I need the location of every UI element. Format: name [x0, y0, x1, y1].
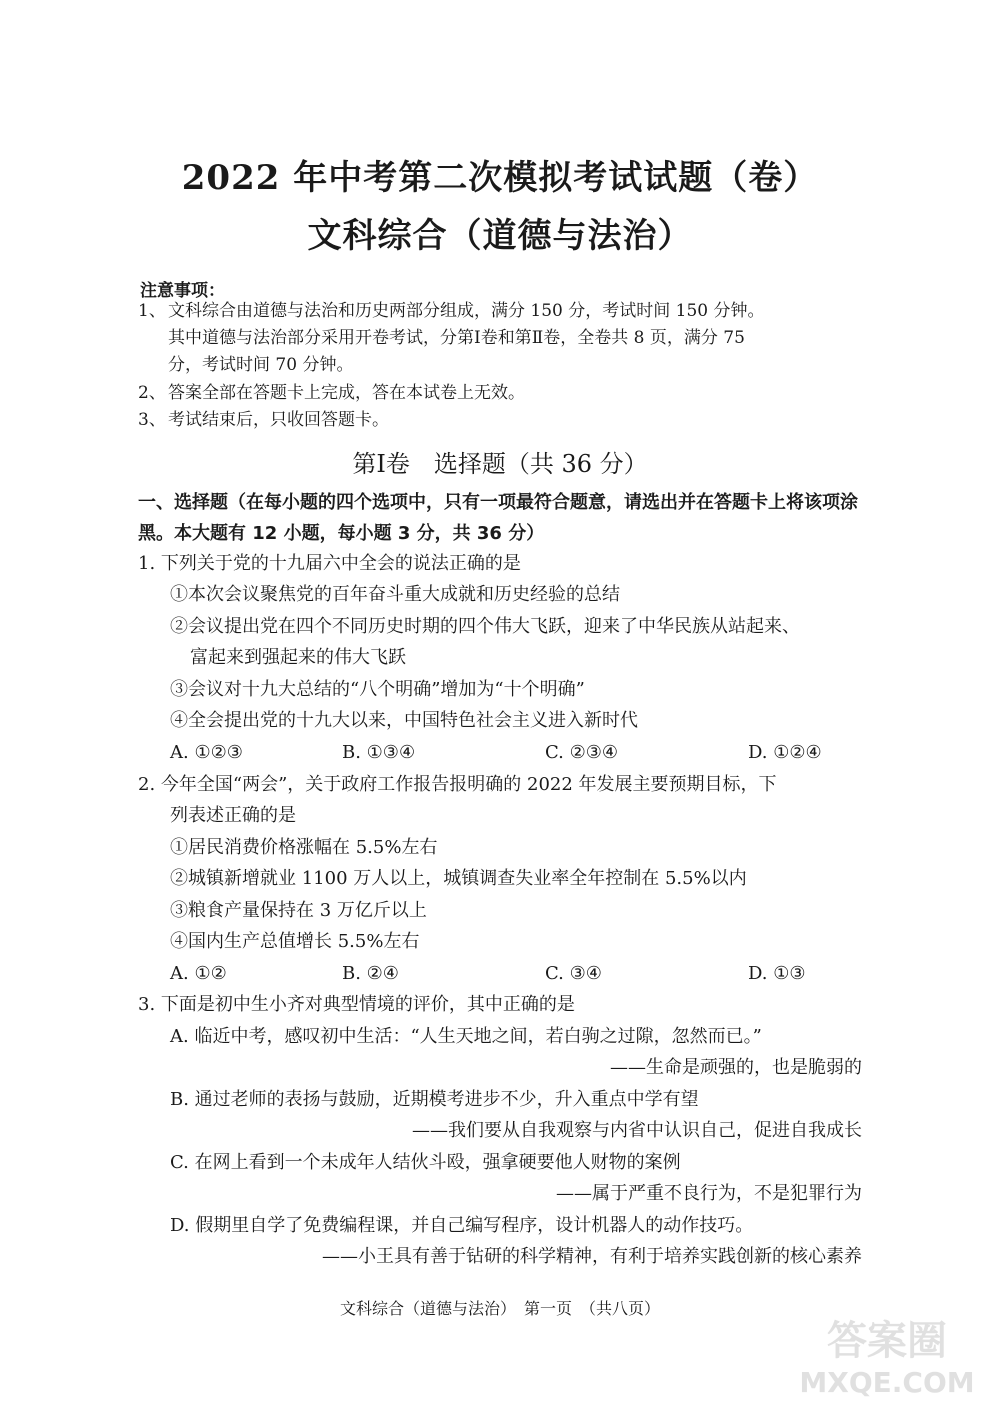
question-2-item: ②城镇新增就业 1100 万人以上，城镇调查失业率全年控制在 5.5%以内	[170, 868, 747, 889]
question-2-item: ④国内生产总值增长 5.5%左右	[170, 931, 420, 952]
notice-item-text: 分，考试时间 70 分钟。	[168, 355, 354, 375]
notice-item-text: 答案全部在答题卡上完成，答在本试卷上无效。	[168, 383, 525, 403]
question-1-item: ①本次会议聚焦党的百年奋斗重大成就和历史经验的总结	[170, 584, 620, 605]
choice-b: B. ①③④	[342, 742, 416, 763]
question-3-option-a: A. 临近中考，感叹初中生活：“人生天地之间，若白驹之过隙，忽然而已。”	[170, 1026, 762, 1047]
notice-item-text: 文科综合由道德与法治和历史两部分组成，满分 150 分，考试时间 150 分钟。	[168, 301, 765, 321]
question-1-item: ③会议对十九大总结的“八个明确”增加为“十个明确”	[170, 679, 585, 700]
choice-a: A. ①②③	[170, 742, 243, 763]
notice-item-number: 1、	[138, 301, 166, 321]
question-1-item: ②会议提出党在四个不同历史时期的四个伟大飞跃，迎来了中华民族从站起来、	[170, 616, 800, 637]
question-3-option-c-note: ——属于严重不良行为，不是犯罪行为	[556, 1183, 862, 1204]
question-3-option-c: C. 在网上看到一个未成年人结伙斗殴，强拿硬要他人财物的案例	[170, 1152, 681, 1173]
question-2-item: ①居民消费价格涨幅在 5.5%左右	[170, 837, 438, 858]
page-footer: 文科综合（道德与法治） 第一页 （共八页）	[339, 1299, 660, 1318]
notice-heading: 注意事项：	[140, 281, 225, 301]
section-heading: 第Ⅰ卷 选择题（共 36 分）	[352, 450, 648, 478]
question-3-option-d: D. 假期里自学了免费编程课，并自己编写程序，设计机器人的动作技巧。	[170, 1215, 754, 1236]
notice-item-3	[138, 407, 868, 434]
part-heading: 一、选择题（在每小题的四个选项中，只有一项最符合题意，请选出并在答题卡上将该项涂黑。本大题有 12 小题，每小题 3 分，共 36 分）	[138, 492, 858, 544]
question-3-stem: 3. 下面是初中生小齐对典型情境的评价，其中正确的是	[138, 994, 575, 1015]
choice-c: C. ③④	[545, 963, 602, 984]
notice-item-2	[138, 380, 868, 407]
notice-item-number: 2、	[138, 383, 166, 403]
notice-item-text: 其中道德与法治部分采用开卷考试，分第Ⅰ卷和第Ⅱ卷，全卷共 8 页，满分 75	[168, 328, 745, 348]
question-3-option-d-note: ——小王具有善于钻研的科学精神，有利于培养实践创新的核心素养	[322, 1246, 862, 1267]
watermark-logo	[792, 1310, 982, 1400]
notice-item-number: 3、	[138, 410, 166, 430]
question-3-option-a-note: ——生命是顽强的，也是脆弱的	[610, 1057, 862, 1078]
question-1-item: 富起来到强起来的伟大飞跃	[190, 647, 406, 668]
question-2-stem-cont: 列表述正确的是	[170, 805, 296, 826]
question-3-option-b: B. 通过老师的表扬与鼓励，近期模考进步不少，升入重点中学有望	[170, 1089, 699, 1110]
question-3-option-b-note: ——我们要从自我观察与内省中认识自己，促进自我成长	[412, 1120, 862, 1141]
page-subtitle: 文科综合（道德与法治）	[307, 216, 693, 256]
choice-a: A. ①②	[170, 963, 227, 984]
notice-item-text: 考试结束后，只收回答题卡。	[168, 410, 389, 430]
watermark-text-top: 答案圈	[827, 1318, 947, 1364]
watermark-text-bottom: MXQE.COM	[799, 1366, 975, 1399]
question-1-stem: 1. 下列关于党的十九届六中全会的说法正确的是	[138, 553, 521, 574]
question-1-item: ④全会提出党的十九大以来，中国特色社会主义进入新时代	[170, 710, 638, 731]
choice-d: D. ①②④	[748, 742, 822, 763]
question-2-stem: 2. 今年全国“两会”，关于政府工作报告报明确的 2022 年发展主要预期目标，下	[138, 774, 777, 795]
page-title: 2022 年中考第二次模拟考试试题（卷）	[181, 158, 819, 198]
choice-b: B. ②④	[342, 963, 399, 984]
notice-item-1	[138, 298, 868, 325]
choice-d: D. ①③	[748, 963, 806, 984]
choice-c: C. ②③④	[545, 742, 618, 763]
question-2-item: ③粮食产量保持在 3 万亿斤以上	[170, 900, 427, 921]
